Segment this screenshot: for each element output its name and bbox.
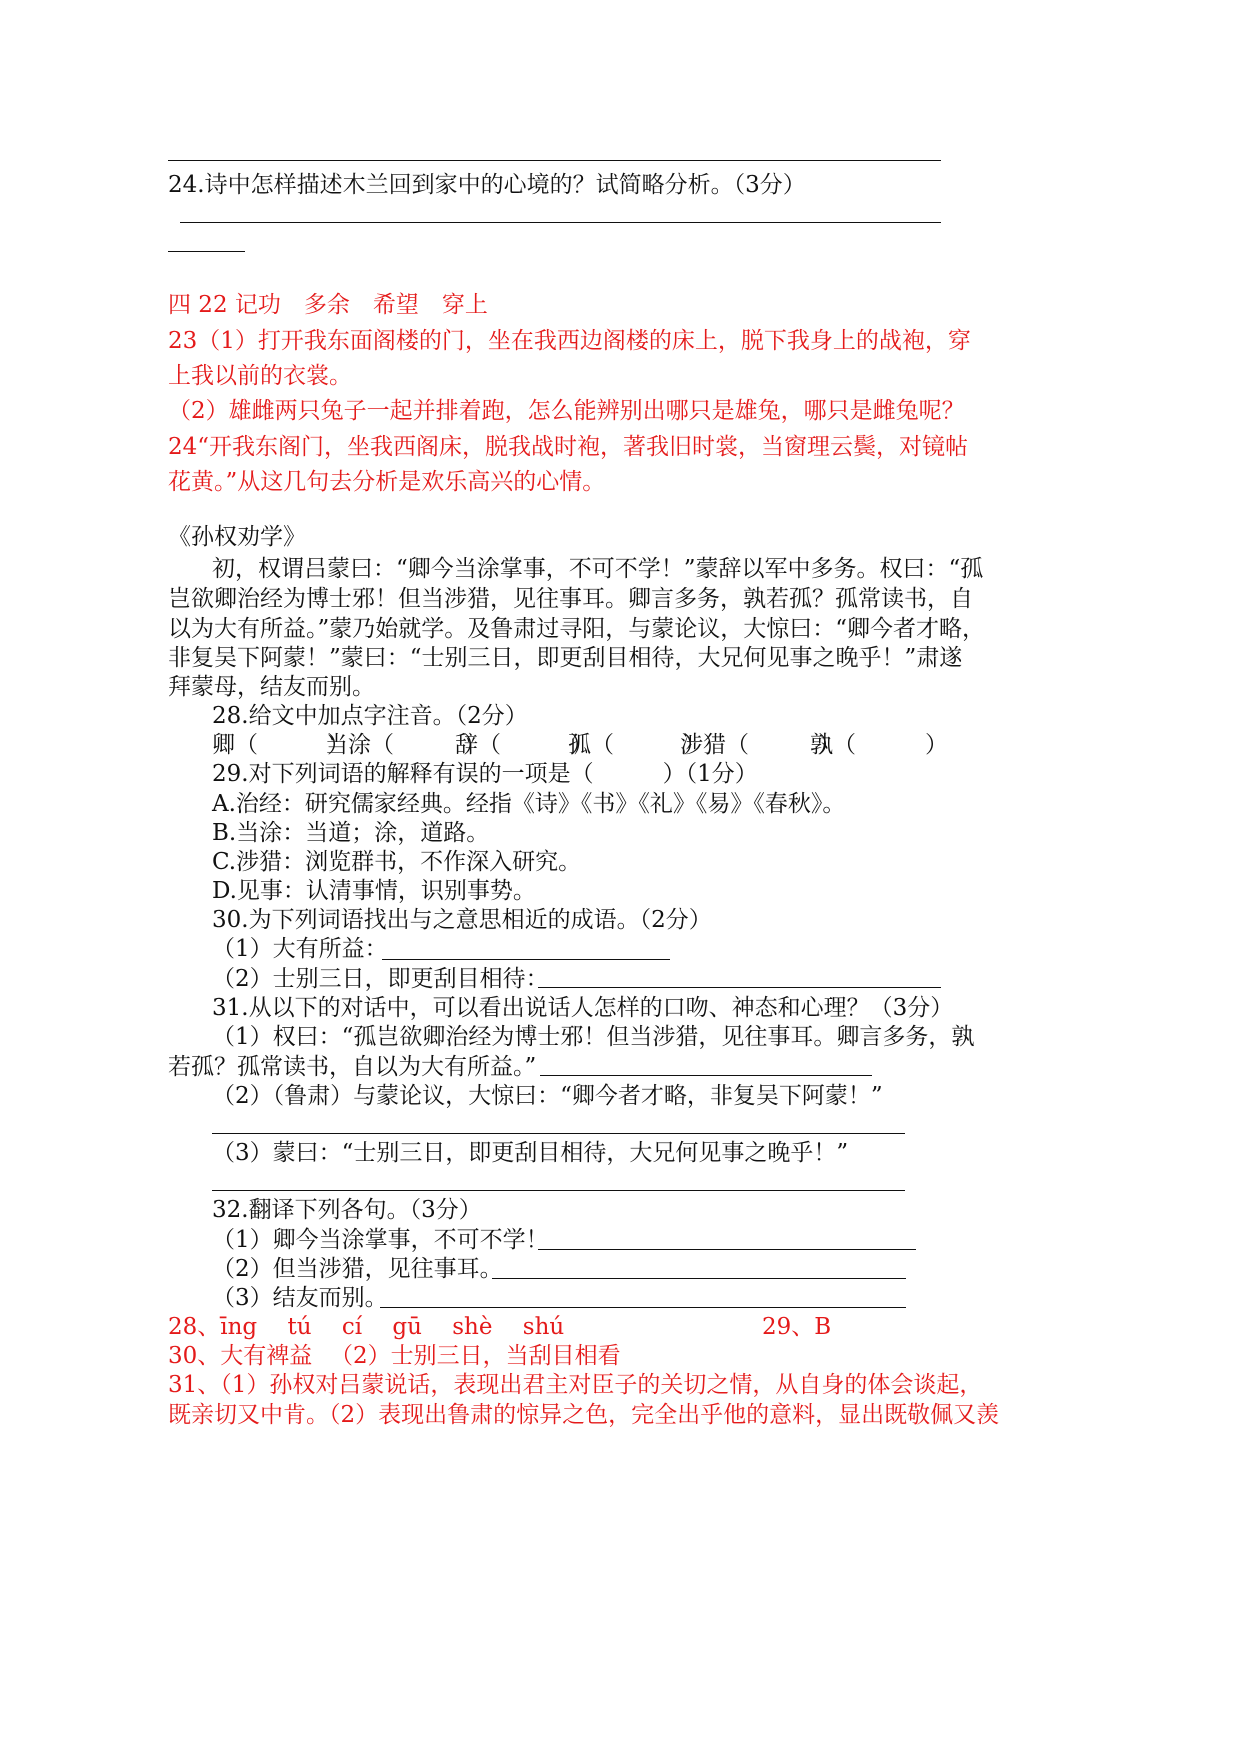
answer-30-2: （2）士别三日，当刮目相看 [330,1343,621,1369]
question-31: 31.从以下的对话中，可以看出说话人怎样的口吻、神态和心理？（3分） [212,995,954,1021]
question-32-item: （3）结友而别。 [212,1285,388,1311]
option-b[interactable]: B.当涂：当道；涂，道路。 [212,820,490,846]
answer-line[interactable] [168,251,245,252]
answer-29: 29、B [762,1314,832,1340]
answer-line[interactable] [492,1278,906,1279]
question-32-item: （1）卿今当涂掌事，不可不学！ [212,1227,549,1253]
option-d[interactable]: D.见事：认清事情，识别事势。 [212,878,536,904]
pinyin-blank[interactable]: 孤（ ） [568,732,706,758]
question-24: 24.诗中怎样描述木兰回到家中的心境的？试简略分析。（3分） [168,172,806,198]
question-29: 29.对下列词语的解释有误的一项是（ ）（1分） [212,761,758,787]
question-30: 30.为下列词语找出与之意思相近的成语。（2分） [212,907,712,933]
answer-31-cont: 既亲切又中肯。（2）表现出鲁肃的惊异之色，完全出乎他的意料，显出既敬佩又羡 [168,1402,1000,1428]
question-31-item: （3）蒙曰：“士别三日，即更刮目相待，大兄何见事之晚乎！” [212,1140,849,1166]
answer-line[interactable] [380,1307,906,1308]
answer-23-1: 23（1）打开我东面阁楼的门，坐在我西边阁楼的床上，脱下我身上的战袍，穿 [168,328,971,354]
option-c[interactable]: C.涉猎：浏览群书，不作深入研究。 [212,849,582,875]
pinyin-blank[interactable]: 孰（ ） [810,732,948,758]
answer-line[interactable] [538,1249,916,1250]
question-31-item: （1）权曰：“孤岂欲卿治经为博士邪！但当涉猎，见往事耳。卿言多务，孰 [212,1024,975,1050]
answer-line[interactable] [180,222,941,223]
answer-line[interactable] [212,1133,905,1134]
pinyin-blank[interactable]: 涉猎（ ） [680,732,841,758]
answer-line[interactable] [540,1075,872,1076]
answer-24: 24“开我东阁门，坐我西阁床，脱我战时袍，著我旧时裳，当窗理云鬓，对镜帖 [168,434,969,460]
answer-line[interactable] [212,1190,905,1191]
pinyin-blank[interactable]: 卿（ ） [212,732,350,758]
answer-line[interactable] [538,987,941,988]
passage-line: 岂欲卿治经为博士邪！但当涉猎，见往事耳。卿言多务，孰若孤？孤常读书，自 [168,586,973,612]
passage-line: 拜蒙母，结友而别。 [168,674,375,700]
answer-23-1-cont: 上我以前的衣裳。 [168,363,352,389]
answer-24-cont: 花黄。”从这几句去分析是欢乐高兴的心情。 [168,469,606,495]
question-30-item: （1）大有所益： [212,936,388,962]
passage-line: 初，权谓吕蒙曰：“卿今当涂掌事，不可不学！”蒙辞以军中多务。权曰：“孤 [212,556,984,582]
answer-line[interactable] [382,959,670,960]
question-31-item: 若孤？孤常读书，自以为大有所益。” [168,1054,537,1080]
passage-title: 《孙权劝学》 [168,524,306,550]
answer-31: 31、（1）孙权对吕蒙说话，表现出君主对臣子的关切之情，从自身的体会谈起， [168,1372,983,1398]
answer-30: 30、大有裨益 [168,1343,313,1369]
question-32-item: （2）但当涉猎，见往事耳。 [212,1256,503,1282]
pinyin-blank[interactable]: 当涂（ ） [325,732,486,758]
answer-28: 28、īng tú cí gū shè shú [168,1314,565,1340]
answer-22: 四 22 记功 多余 希望 穿上 [168,292,488,318]
answer-23-2: （2）雄雌两只兔子一起并排着跑，怎么能辨别出哪只是雄兔，哪只是雌兔呢？ [168,398,965,424]
answer-line[interactable] [168,160,941,161]
question-30-item: （2）士别三日，即更刮目相待： [212,966,549,992]
question-32: 32.翻译下列各句。（3分） [212,1197,482,1223]
pinyin-blank[interactable]: 辞（ ） [455,732,593,758]
question-28: 28.给文中加点字注音。（2分） [212,703,528,729]
question-31-item: （2）（鲁肃）与蒙论议，大惊曰：“卿今者才略，非复吴下阿蒙！” [212,1083,883,1109]
passage-line: 非复吴下阿蒙！”蒙曰：“士别三日，即更刮目相待，大兄何见事之晚乎！”肃遂 [168,645,963,671]
passage-line: 以为大有所益。”蒙乃始就学。及鲁肃过寻阳，与蒙论议，大惊曰：“卿今者才略， [168,616,986,642]
option-a[interactable]: A.治经：研究儒家经典。经指《诗》《书》《礼》《易》《春秋》。 [212,791,846,817]
